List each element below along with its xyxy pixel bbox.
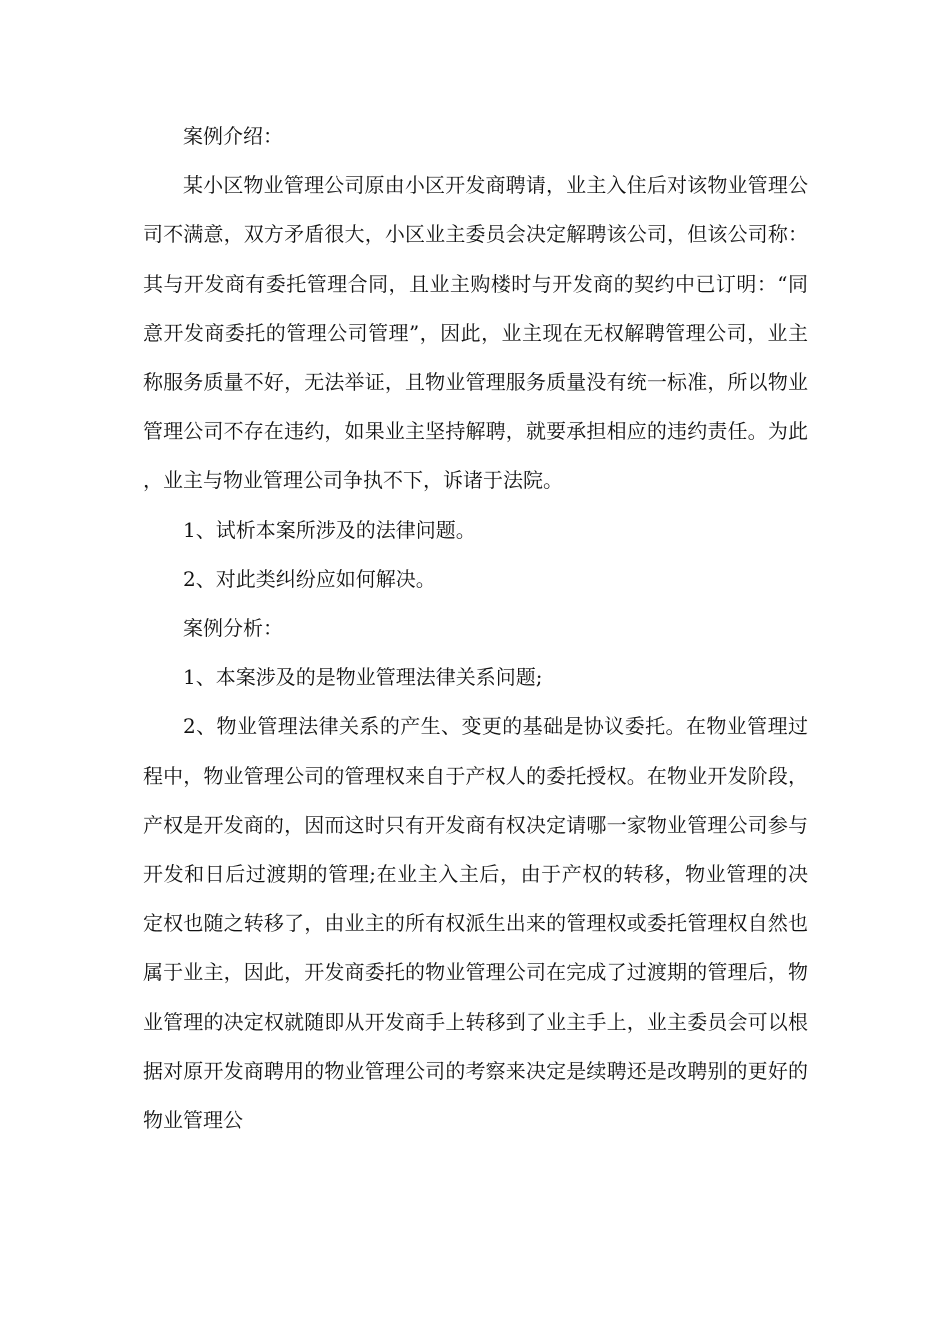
case-description-paragraph: 某小区物业管理公司原由小区开发商聘请，业主入住后对该物业管理公司不满意，双方矛盾很大，小区业主委员会决定解聘该公司，但该公司称：其与开发商有委托管理合同，且业主购楼时与开发商的契约中已订明：“同意开发商委托的管理公司管理”，因此，业主现在无权解聘管理公司，业主称服务质量不好，无法举证，且物业管理服务质量没有统一标准，所以物业管理公司不存在违约，如果业主坚持解聘，就要承担相应的违约责任。为此，业主与物业管理公司争执不下，诉诸于法院。 bbox=[143, 173, 808, 493]
section-heading-case-intro: 案例介绍： bbox=[183, 124, 283, 148]
document-body bbox=[143, 112, 808, 1145]
analysis-point-1: 1、本案涉及的是物业管理法律关系问题; bbox=[183, 665, 543, 690]
question-2: 2、对此类纠纷应如何解决。 bbox=[183, 566, 436, 591]
question-1: 1、试析本案所涉及的法律问题。 bbox=[183, 517, 476, 542]
section-heading-case-analysis: 案例分析： bbox=[183, 616, 283, 641]
analysis-point-2: 2、物业管理法律关系的产生、变更的基础是协议委托。在物业管理过程中，物业管理公司的管理权来自于产权人的委托授权。在物业开发阶段，产权是开发商的，因而这时只有开发商有权决定请哪一家物业管理公司参与开发和日后过渡期的管理;在业主入主后，由于产权的转移，物业管理的决定权也随之转移了，由业主的所有权派生出来的管理权或委托管理权自然也属于业主，因此，开发商委托的物业管理公司在完成了过渡期的管理后，物业管理的决定权就随即从开发商手上转移到了业主手上，业主委员会可以根据对原开发商聘用的物业管理公司的考察来决定是续聘还是改聘别的更好的物业管理公 bbox=[143, 714, 808, 1133]
